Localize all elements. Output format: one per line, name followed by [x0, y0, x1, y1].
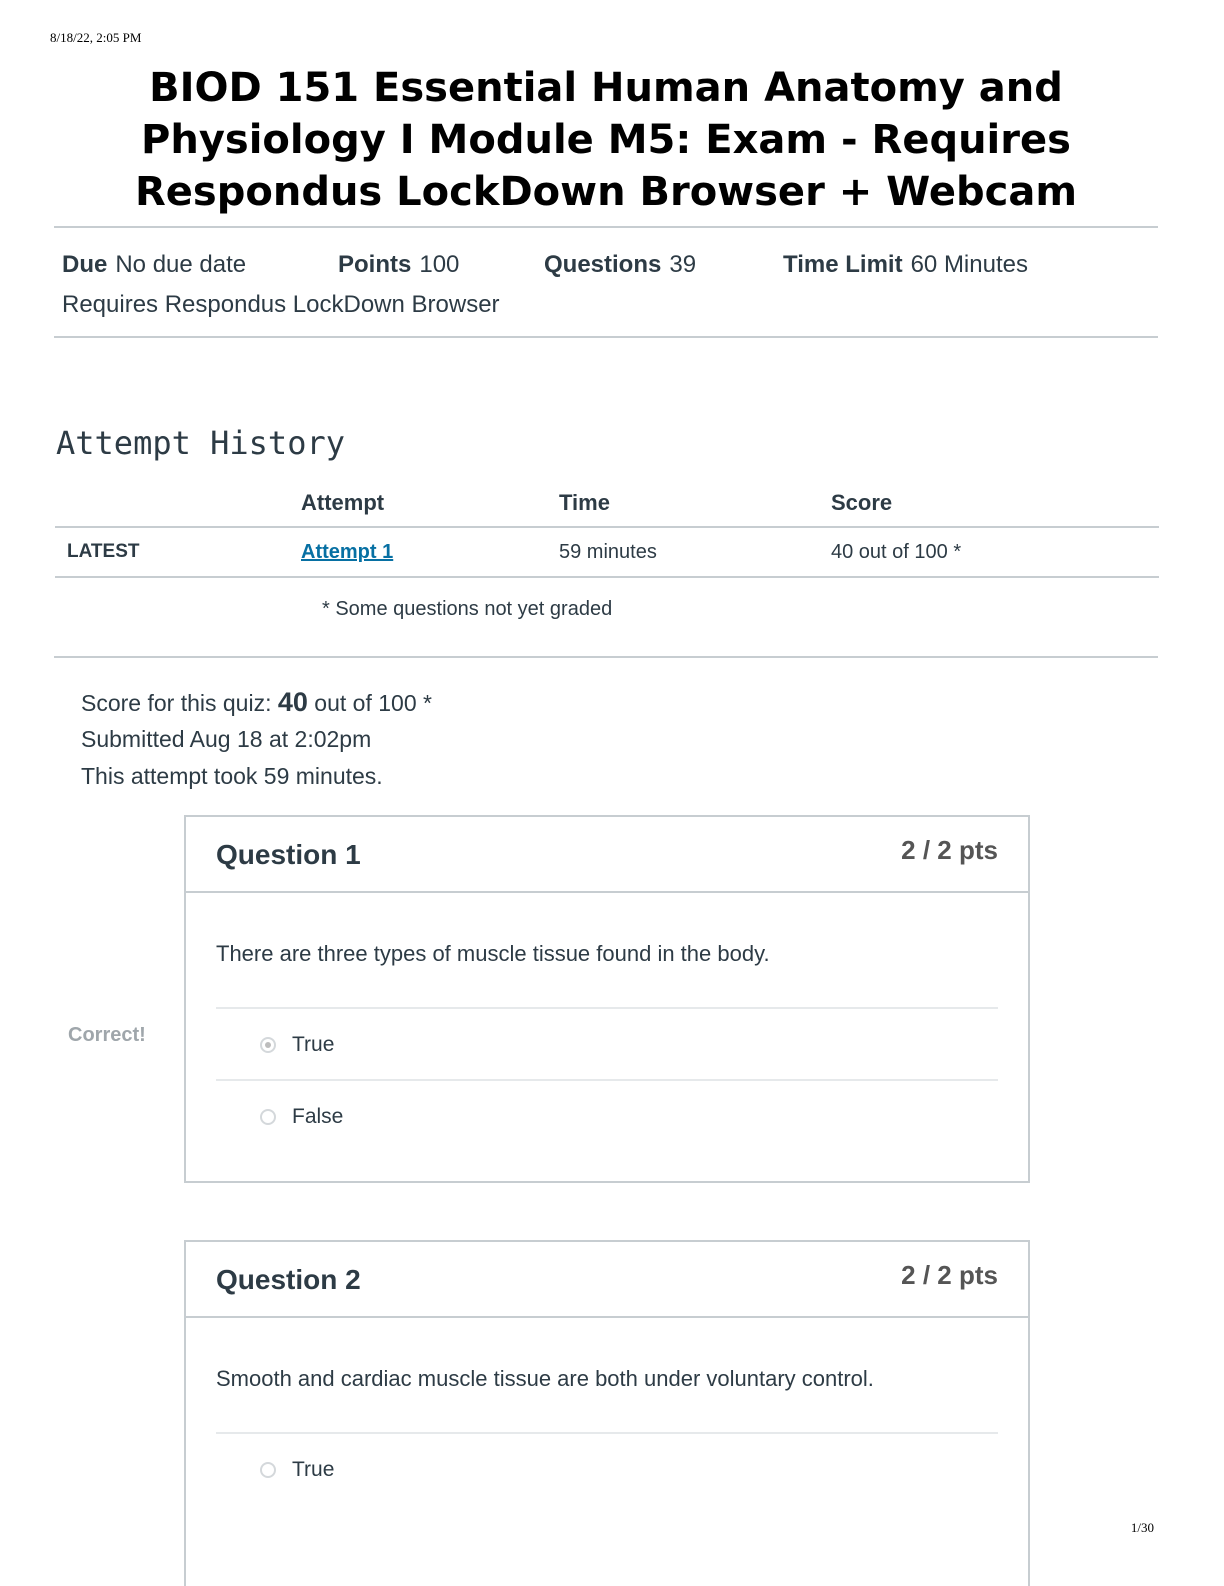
divider	[54, 336, 1158, 338]
quiz-title: BIOD 151 Essential Human Anatomy and Physiology I Module M5: Exam - Requires Respondus LockDown Browser + Webcam	[134, 65, 1077, 215]
answer-label: False	[292, 1105, 344, 1128]
question-title: Question 1	[216, 839, 361, 870]
points-value: 100	[419, 251, 460, 278]
quiz-score	[81, 684, 432, 721]
quiz-summary	[81, 684, 432, 795]
time-limit-value: 60 Minutes	[910, 251, 1028, 278]
correct-badge: Correct!	[68, 1024, 146, 1046]
questions-detail	[544, 251, 783, 279]
lockdown-requirement: Requires Respondus LockDown Browser	[62, 291, 500, 318]
print-timestamp: 8/18/22, 2:05 PM	[50, 30, 142, 45]
attempt-link[interactable]: Attempt 1	[301, 540, 394, 563]
page-number: 1/30	[1130, 1520, 1154, 1535]
divider	[54, 226, 1158, 228]
question-points: 2 / 2 pts	[901, 835, 998, 865]
attempt-history-heading: Attempt History	[56, 424, 345, 462]
column-header-time: Time	[559, 480, 831, 527]
question-points: 2 / 2 pts	[901, 1260, 998, 1290]
answer-option[interactable]	[260, 1102, 343, 1132]
question-card	[184, 1240, 1030, 1586]
column-header-score: Score	[831, 480, 1159, 527]
column-header	[55, 480, 301, 527]
attempt-history-table	[55, 480, 1159, 578]
answer-divider	[216, 1007, 998, 1009]
table-row	[55, 527, 1159, 577]
radio-icon[interactable]	[260, 1109, 276, 1125]
time-limit-label: Time Limit	[783, 251, 903, 278]
column-header-attempt: Attempt	[301, 480, 559, 527]
latest-label: LATEST	[55, 527, 301, 577]
attempt-duration: This attempt took 59 minutes.	[81, 763, 383, 789]
score-value: 40	[277, 687, 308, 717]
answer-label: True	[292, 1458, 335, 1481]
due-detail	[62, 251, 338, 279]
due-label: Due	[62, 251, 108, 278]
question-header	[186, 817, 1028, 893]
answer-label: True	[292, 1033, 335, 1056]
question-card	[184, 815, 1030, 1183]
attempt-score: 40 out of 100 *	[831, 527, 1159, 577]
attempt-time: 59 minutes	[559, 527, 831, 577]
score-prefix: Score for this quiz:	[81, 690, 278, 716]
radio-icon[interactable]	[260, 1462, 276, 1478]
points-label: Points	[338, 251, 412, 278]
due-value: No due date	[115, 251, 247, 278]
time-limit-detail	[783, 251, 1028, 279]
radio-selected-icon[interactable]	[260, 1037, 276, 1053]
question-title: Question 2	[216, 1264, 361, 1295]
answer-option[interactable]	[260, 1455, 334, 1485]
grading-note: * Some questions not yet graded	[322, 598, 613, 620]
question-text: Smooth and cardiac muscle tissue are both under voluntary control.	[216, 1366, 874, 1391]
questions-label: Questions	[544, 251, 662, 278]
table-header-row	[55, 480, 1159, 527]
question-header	[186, 1242, 1028, 1318]
questions-value: 39	[669, 251, 697, 278]
quiz-details	[62, 248, 1152, 322]
answer-divider	[216, 1432, 998, 1434]
answer-divider	[216, 1079, 998, 1081]
score-suffix: out of 100 *	[307, 690, 432, 716]
answer-option[interactable]	[260, 1030, 334, 1060]
divider	[54, 656, 1158, 658]
question-text: There are three types of muscle tissue found in the body.	[216, 941, 770, 966]
points-detail	[338, 251, 544, 279]
submitted-time: Submitted Aug 18 at 2:02pm	[81, 726, 372, 752]
